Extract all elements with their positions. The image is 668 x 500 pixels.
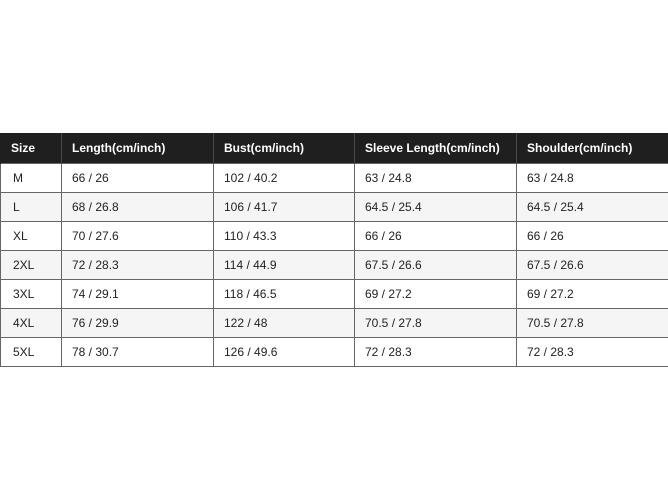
sleeve-length-cell: 69 / 27.2 bbox=[355, 279, 517, 308]
bust-cell: 118 / 46.5 bbox=[214, 279, 355, 308]
bust-cell: 102 / 40.2 bbox=[214, 163, 355, 192]
column-header-sleeve-length: Sleeve Length(cm/inch) bbox=[355, 133, 517, 163]
table-row bbox=[1, 250, 668, 279]
sleeve-length-cell: 64.5 / 25.4 bbox=[355, 192, 517, 221]
bust-cell: 126 / 49.6 bbox=[214, 337, 355, 366]
column-header-length: Length(cm/inch) bbox=[62, 133, 214, 163]
size-cell: L bbox=[1, 192, 62, 221]
bust-cell: 110 / 43.3 bbox=[214, 221, 355, 250]
table-row bbox=[1, 163, 668, 192]
table-row bbox=[1, 279, 668, 308]
column-header-shoulder: Shoulder(cm/inch) bbox=[517, 133, 668, 163]
column-header-size: Size bbox=[1, 133, 62, 163]
length-cell: 66 / 26 bbox=[62, 163, 214, 192]
shoulder-cell: 69 / 27.2 bbox=[517, 279, 668, 308]
table-row bbox=[1, 308, 668, 337]
bust-cell: 106 / 41.7 bbox=[214, 192, 355, 221]
shoulder-cell: 66 / 26 bbox=[517, 221, 668, 250]
sleeve-length-cell: 72 / 28.3 bbox=[355, 337, 517, 366]
sleeve-length-cell: 70.5 / 27.8 bbox=[355, 308, 517, 337]
shoulder-cell: 63 / 24.8 bbox=[517, 163, 668, 192]
size-cell: 3XL bbox=[1, 279, 62, 308]
size-cell: 2XL bbox=[1, 250, 62, 279]
table-row bbox=[1, 192, 668, 221]
bust-cell: 114 / 44.9 bbox=[214, 250, 355, 279]
sleeve-length-cell: 63 / 24.8 bbox=[355, 163, 517, 192]
shoulder-cell: 72 / 28.3 bbox=[517, 337, 668, 366]
bust-cell: 122 / 48 bbox=[214, 308, 355, 337]
shoulder-cell: 70.5 / 27.8 bbox=[517, 308, 668, 337]
size-cell: M bbox=[1, 163, 62, 192]
size-cell: 4XL bbox=[1, 308, 62, 337]
sleeve-length-cell: 67.5 / 26.6 bbox=[355, 250, 517, 279]
table-row bbox=[1, 221, 668, 250]
size-chart-body bbox=[1, 163, 668, 366]
table-row bbox=[1, 337, 668, 366]
size-chart-table bbox=[0, 133, 668, 367]
size-chart-header bbox=[1, 133, 668, 163]
header-row bbox=[1, 133, 668, 163]
length-cell: 76 / 29.9 bbox=[62, 308, 214, 337]
size-cell: XL bbox=[1, 221, 62, 250]
shoulder-cell: 64.5 / 25.4 bbox=[517, 192, 668, 221]
size-cell: 5XL bbox=[1, 337, 62, 366]
length-cell: 78 / 30.7 bbox=[62, 337, 214, 366]
sleeve-length-cell: 66 / 26 bbox=[355, 221, 517, 250]
shoulder-cell: 67.5 / 26.6 bbox=[517, 250, 668, 279]
length-cell: 70 / 27.6 bbox=[62, 221, 214, 250]
column-header-bust: Bust(cm/inch) bbox=[214, 133, 355, 163]
length-cell: 74 / 29.1 bbox=[62, 279, 214, 308]
length-cell: 68 / 26.8 bbox=[62, 192, 214, 221]
length-cell: 72 / 28.3 bbox=[62, 250, 214, 279]
